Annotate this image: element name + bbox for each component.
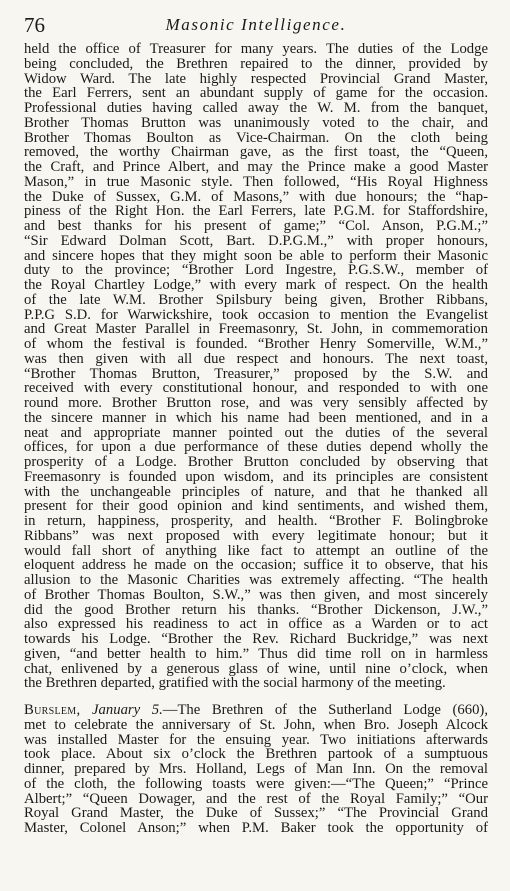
text-line: did the good Brother return his thanks. “Brother Dickenson, J.W.,” xyxy=(24,602,488,618)
running-title: Masonic Intelligence. xyxy=(165,15,347,34)
text-line: Professional duties having called away the W. M. from the banquet, xyxy=(24,101,488,116)
text-line: and Great Master Parallel in Freemasonry, St. John, in commemoration xyxy=(24,322,488,337)
text-line: “Brother Thomas Brutton, Treasurer,” proposed by the S.W. and xyxy=(24,366,488,382)
text-line: the sincere manner in which his name had been mentioned, and in a xyxy=(24,410,488,426)
text-line: and sincere hopes that they might soon be able to perform their Masonic xyxy=(24,248,488,264)
place-name: Burslem, xyxy=(24,703,81,718)
text-line: the Brethren departed, gratified with the social harmony of the meeting. xyxy=(24,676,446,691)
text-line: prosperity of a Lodge. Brother Brutton concluded by observing that xyxy=(24,455,488,470)
text-line: also expressed his readiness to act in office as a Warden or to act xyxy=(24,617,488,632)
text-line: piness of the Right Hon. the Earl Ferrers, late P.G.M. for Staffordshire, xyxy=(24,204,488,219)
text-line: with the unchangeable principles of nature, and that he thanked all xyxy=(24,484,488,500)
text-line: Albert;” “Queen Dowager, and the rest of the Royal Family;” “Our xyxy=(24,791,488,807)
text-line: of the cloth, the following toasts were given:—“The Queen;” “Prince xyxy=(24,776,488,792)
text-line: Brother Thomas Brutton was unanimously voted to the chair, and xyxy=(24,115,488,131)
text-line: Ribbans” was next proposed with every legitimate honour; but it xyxy=(24,528,488,544)
text-line: was installed Master for the ensuing year. Two initiations afterwards xyxy=(24,732,488,748)
line-text: —The Brethren of the Sutherland Lodge (660), xyxy=(162,703,488,718)
text-line: took place. About six o’clock the Brethren partook of a sumptuous xyxy=(24,747,488,762)
text-line: chat, enlivened by a generous glass of wine, until nine o’clock, when xyxy=(24,661,488,677)
text-line: neat and appropriate manner pointed out the duties of the several xyxy=(24,425,488,441)
text-line: of whom the festival is founded. “Brother Henry Somerville, W.M.,” xyxy=(24,337,488,352)
text-line: met to celebrate the anniversary of St. John, when Bro. Joseph Alcock xyxy=(24,717,488,733)
text-line: being concluded, the Brethren repaired to the dinner, provided by xyxy=(24,56,488,72)
text-line: held the office of Treasurer for many years. The duties of the Lodge xyxy=(24,42,488,57)
text-line: allusion to the Masonic Charities was extremely affecting. “The health xyxy=(24,573,488,588)
text-line: Master, Colonel Anson;” when P.M. Baker took the opportunity of xyxy=(24,821,488,836)
text-line: of the late W.M. Brother Spilsbury being given, Brother Ribbans, xyxy=(24,292,488,308)
text-line: the Duke of Sussex, G.M. of Masons,” with due honours; the “hap- xyxy=(24,189,488,205)
text-line: Royal Grand Master, the Duke of Sussex;” “The Provincial Grand xyxy=(24,806,488,821)
page-number: 76 xyxy=(24,13,45,37)
text-line: was then given with all due respect and honours. The next toast, xyxy=(24,351,488,367)
text-line: P.P.G S.D. for Warwickshire, took occasion to mention the Evangelist xyxy=(24,307,488,323)
text-line: would fall short of anything like fact to attempt an outline of the xyxy=(24,543,488,559)
page-header xyxy=(24,12,488,42)
text-line: of Brother Thomas Boulton, S.W.,” was then given, and most sincerely xyxy=(24,587,488,603)
text-line: and best thanks for his present of game;” “Col. Anson, P.G.M.;” xyxy=(24,219,488,234)
text-line: the Craft, and Prince Albert, and may the Prince make a good Master xyxy=(24,160,488,175)
text-line: Mason,” in true Masonic style. Then followed, “His Royal Highness xyxy=(24,174,488,190)
text-line: removed, the worthy Chairman gave, as the first toast, the “Queen, xyxy=(24,145,488,160)
text-line: duty to the province; “Brother Lord Ingestre, P.G.S.W., member of xyxy=(24,263,488,278)
paragraph-burslem xyxy=(24,703,488,836)
text-line xyxy=(24,703,488,718)
text-line: eloquent address he made on the occasion; suffice it to observe, that his xyxy=(24,558,488,573)
dateline: January 5. xyxy=(92,703,163,718)
text-line: Brother Thomas Boulton as Vice-Chairman. On the cloth being xyxy=(24,130,488,146)
text-line: the Earl Ferrers, sent an abundant supply of game for the occasion. xyxy=(24,86,488,101)
text-line: “Sir Edward Dolman Scott, Bart. D.P.G.M.,” with proper honours, xyxy=(24,233,488,249)
text-line: offices, for upon a due performance of these duties depend wholly the xyxy=(24,440,488,455)
text-line: dinner, prepared by Mrs. Holland, Legs of Man Inn. On the removal xyxy=(24,762,488,777)
text-line: received with every constitutional honour, and responded to with one xyxy=(24,381,488,396)
text-line: Widow Ward. The late highly respected Provincial Grand Master, xyxy=(24,71,488,87)
text-line: Freemasonry is founded upon wisdom, and its principles are consistent xyxy=(24,469,488,485)
text-line: towards his Lodge. “Brother the Rev. Richard Buckridge,” was next xyxy=(24,632,488,647)
text-line: given, “and better health to him.” Thus did time roll on in harmless xyxy=(24,646,488,662)
text-line: in return, happiness, prosperity, and health. “Brother F. Bolingbroke xyxy=(24,514,488,529)
text-line: round more. Brother Brutton rose, and was very sensibly affected by xyxy=(24,396,488,411)
text-line: present for their good opinion and kind sentiments, and wished them, xyxy=(24,499,488,514)
paragraph-lodge-dinner xyxy=(24,42,488,691)
text-line: the Royal Chartley Lodge,” with every mark of respect. On the health xyxy=(24,278,488,293)
